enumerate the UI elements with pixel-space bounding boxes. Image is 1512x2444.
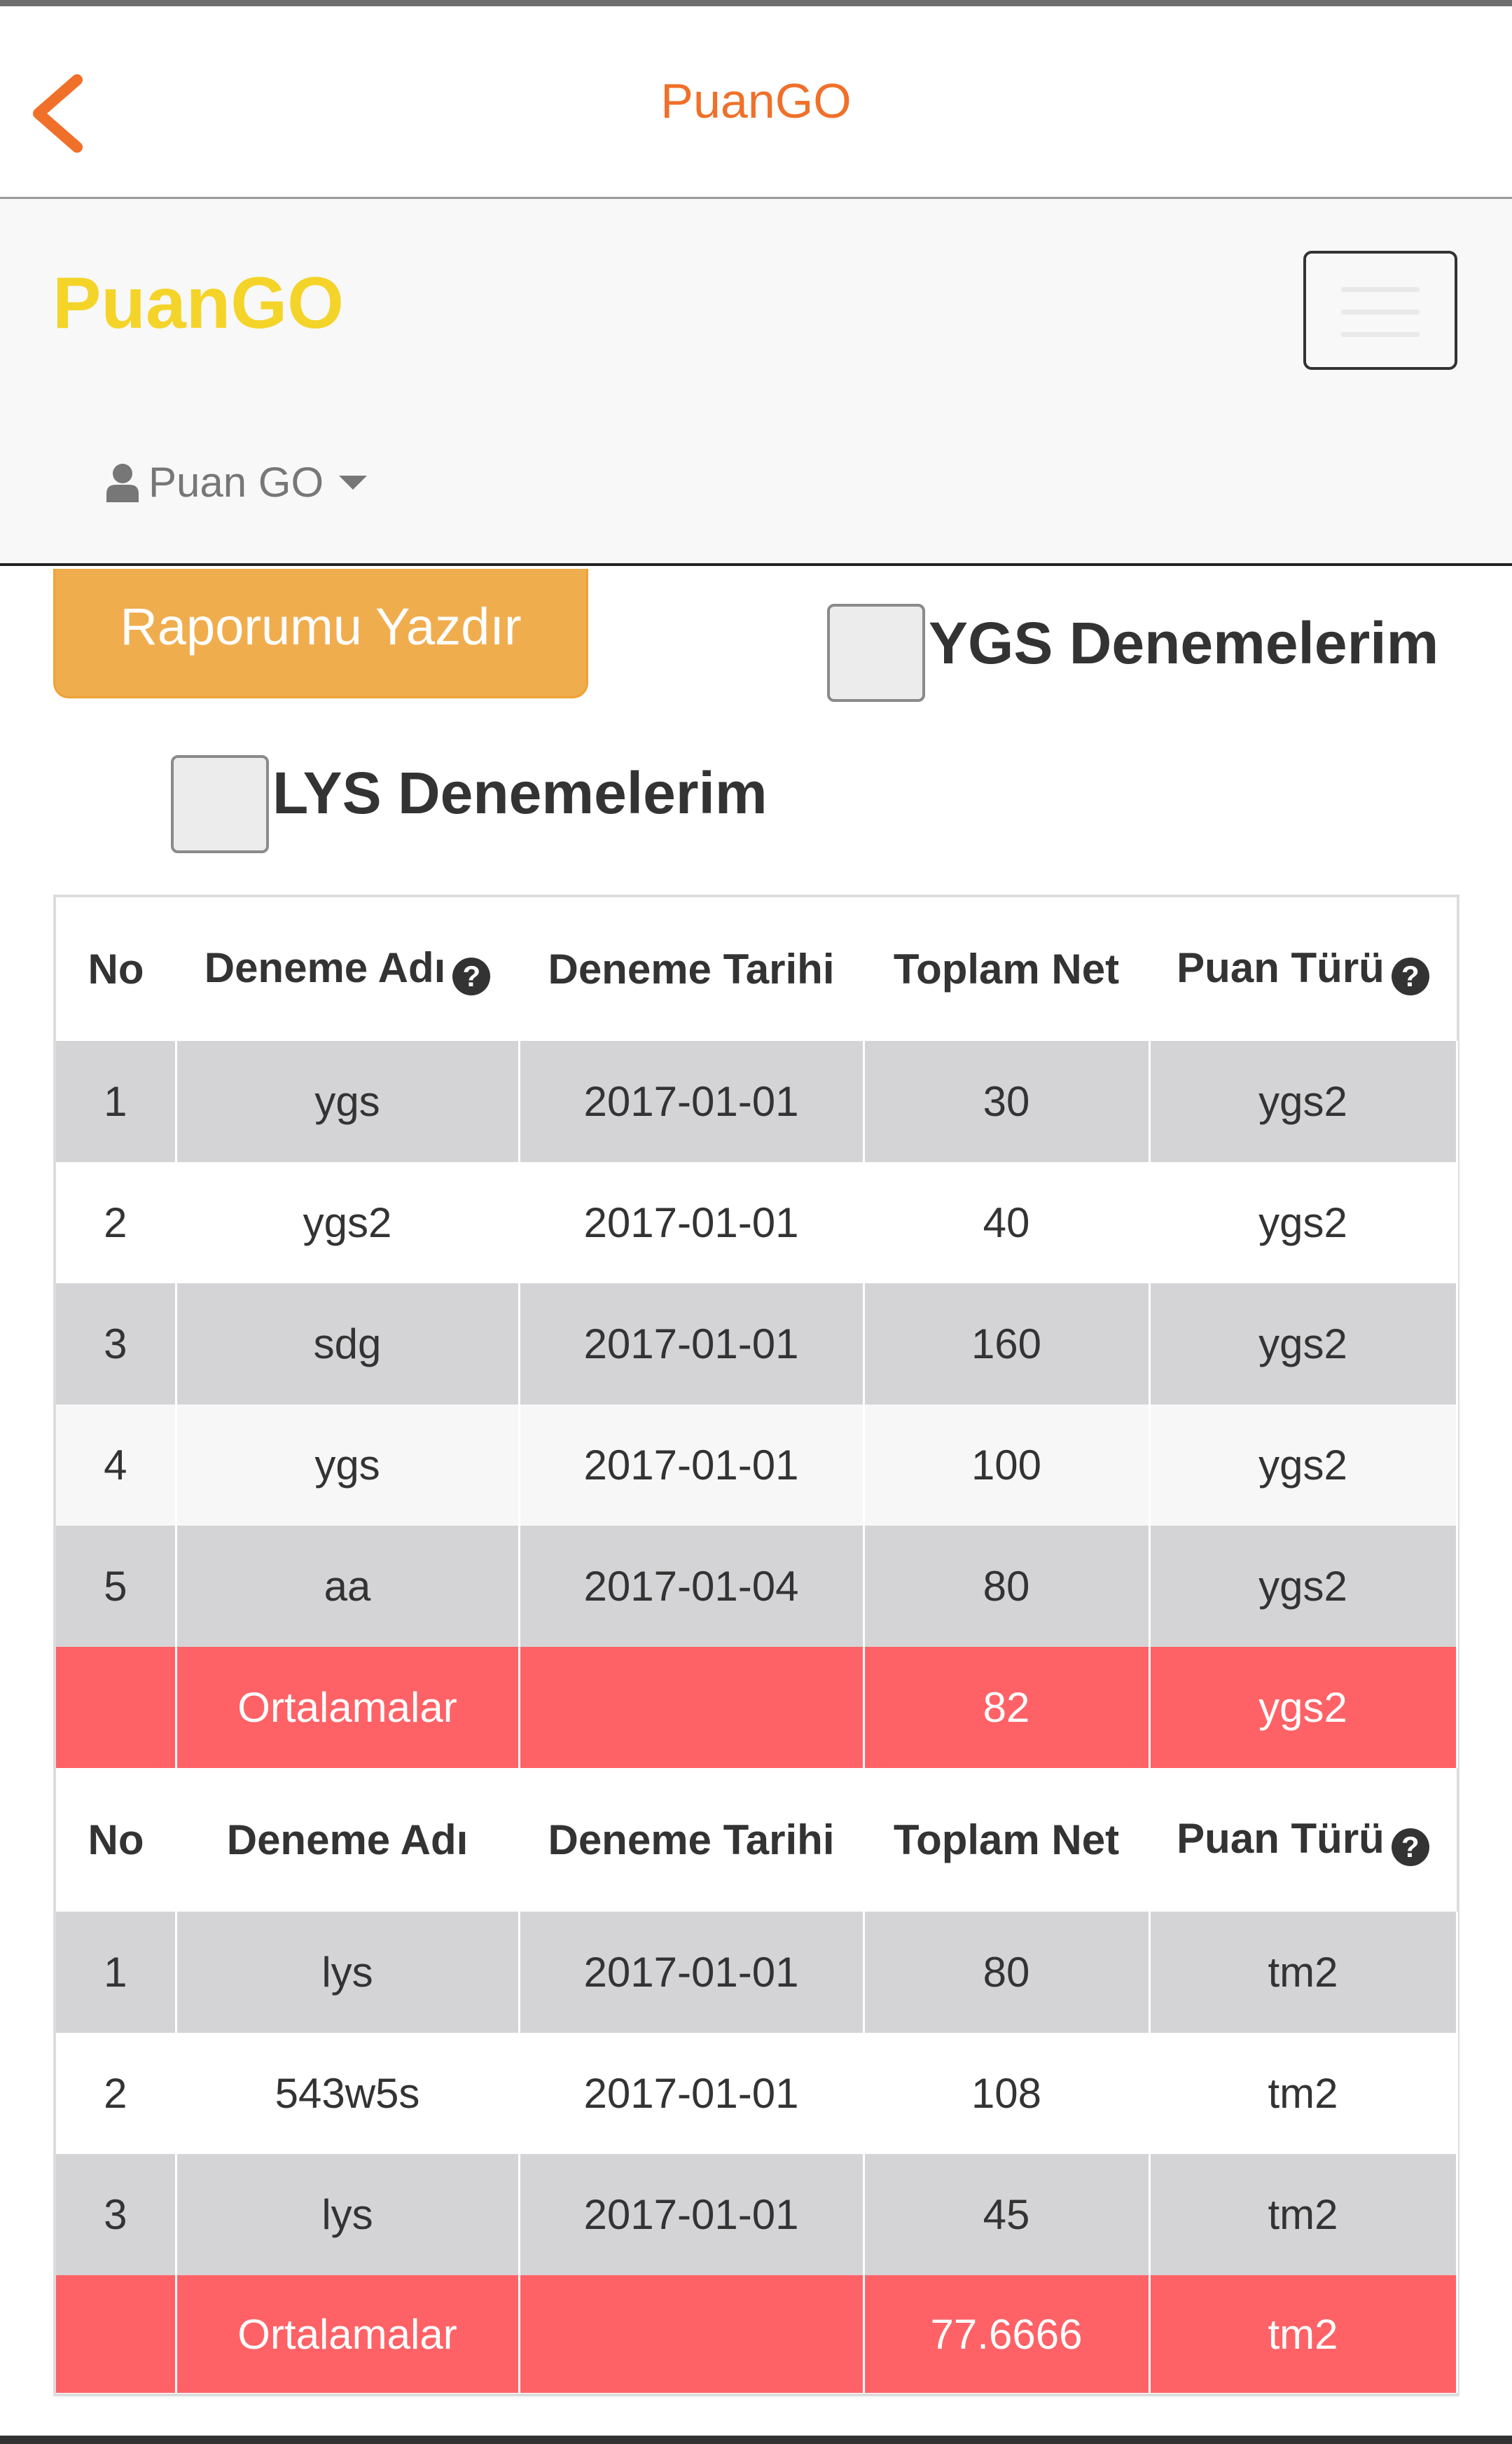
- cell-no: 2: [56, 1162, 176, 1283]
- cell-score-type: tm2: [1149, 2154, 1457, 2275]
- average-score-type: ygs2: [1149, 1647, 1457, 1768]
- column-header-exam-date: Deneme Tarihi: [519, 897, 863, 1041]
- question-circle-icon[interactable]: ?: [1392, 958, 1429, 995]
- question-circle-icon[interactable]: ?: [1392, 1828, 1429, 1866]
- average-row: [56, 1647, 1457, 1768]
- exam-results-table: [56, 897, 1458, 2393]
- table-row: [56, 1162, 1457, 1283]
- cell-exam-name: sdg: [176, 1283, 519, 1404]
- hamburger-menu-button[interactable]: [1303, 251, 1457, 370]
- ygs-header-row: [56, 897, 1457, 1041]
- cell-exam-name: 543w5s: [176, 2033, 519, 2154]
- cell-exam-date: 2017-01-01: [519, 1404, 863, 1526]
- average-label: Ortalamalar: [176, 2275, 519, 2393]
- user-icon: [105, 463, 140, 502]
- cell-exam-date: 2017-01-01: [519, 2154, 863, 2275]
- question-circle-icon[interactable]: ?: [452, 958, 490, 995]
- column-header-no: No: [56, 897, 176, 1041]
- average-net: 82: [863, 1647, 1149, 1768]
- table-row: [56, 2033, 1457, 2154]
- column-header-score-type: Puan Türü ?: [1149, 1768, 1457, 1912]
- cell-total-net: 80: [863, 1526, 1149, 1647]
- average-label: Ortalamalar: [176, 1647, 519, 1768]
- cell-no: 3: [56, 2154, 176, 2275]
- site-navbar: [0, 199, 1512, 566]
- table-row: [56, 2154, 1457, 2275]
- print-report-button[interactable]: Raporumu Yazdır: [53, 569, 588, 698]
- cell-score-type: ygs2: [1149, 1526, 1457, 1647]
- column-header-exam-name: Deneme Adı ?: [176, 897, 519, 1041]
- cell-no: 2: [56, 2033, 176, 2154]
- cell-exam-name: lys: [176, 1912, 519, 2033]
- navbar-brand[interactable]: PuanGO: [53, 263, 345, 344]
- ygs-checkbox-label: YGS Denemelerim: [929, 610, 1439, 676]
- caret-down-icon: [339, 476, 367, 490]
- cell-no: 1: [56, 1041, 176, 1162]
- column-header-exam-name: Deneme Adı: [176, 1768, 519, 1912]
- cell-total-net: 80: [863, 1912, 1149, 2033]
- cell-exam-name: aa: [176, 1526, 519, 1647]
- cell-total-net: 160: [863, 1283, 1149, 1404]
- cell-total-net: 30: [863, 1041, 1149, 1162]
- column-header-score-type: Puan Türü ?: [1149, 897, 1457, 1041]
- cell-exam-name: ygs: [176, 1041, 519, 1162]
- average-net: 77.6666: [863, 2275, 1149, 2393]
- hamburger-menu-icon: [1341, 287, 1420, 292]
- bottom-divider: [0, 2436, 1512, 2444]
- cell-score-type: ygs2: [1149, 1283, 1457, 1404]
- table-row: [56, 1283, 1457, 1404]
- table-row: [56, 1912, 1457, 2033]
- user-menu[interactable]: [105, 458, 367, 506]
- cell-exam-date: 2017-01-01: [519, 1912, 863, 2033]
- lys-checkbox[interactable]: [171, 755, 269, 853]
- cell-exam-name: ygs2: [176, 1162, 519, 1283]
- cell-exam-date: 2017-01-04: [519, 1526, 863, 1647]
- cell-total-net: 100: [863, 1404, 1149, 1526]
- cell-exam-name: lys: [176, 2154, 519, 2275]
- lys-header-row: [56, 1768, 1457, 1912]
- user-menu-label: Puan GO: [148, 459, 324, 506]
- app-title: PuanGO: [660, 74, 852, 128]
- column-header-exam-date: Deneme Tarihi: [519, 1768, 863, 1912]
- cell-total-net: 45: [863, 2154, 1149, 2275]
- cell-exam-date: 2017-01-01: [519, 1162, 863, 1283]
- column-header-total-net: Toplam Net: [863, 897, 1149, 1041]
- average-row: [56, 2275, 1457, 2393]
- average-score-type: tm2: [1149, 2275, 1457, 2393]
- cell-no: 5: [56, 1526, 176, 1647]
- status-divider: [0, 0, 1512, 6]
- cell-score-type: ygs2: [1149, 1162, 1457, 1283]
- table-row: [56, 1404, 1457, 1526]
- cell-score-type: ygs2: [1149, 1404, 1457, 1526]
- cell-score-type: tm2: [1149, 2033, 1457, 2154]
- column-header-no: No: [56, 1768, 176, 1912]
- ygs-checkbox[interactable]: [827, 604, 925, 702]
- cell-exam-date: 2017-01-01: [519, 1041, 863, 1162]
- cell-exam-date: 2017-01-01: [519, 1283, 863, 1404]
- cell-score-type: ygs2: [1149, 1041, 1457, 1162]
- cell-score-type: tm2: [1149, 1912, 1457, 2033]
- cell-no: 1: [56, 1912, 176, 2033]
- cell-exam-name: ygs: [176, 1404, 519, 1526]
- results-table: [53, 895, 1459, 2396]
- cell-no: 3: [56, 1283, 176, 1404]
- cell-no: 4: [56, 1404, 176, 1526]
- cell-exam-date: 2017-01-01: [519, 2033, 863, 2154]
- lys-checkbox-label: LYS Denemelerim: [272, 760, 768, 826]
- cell-total-net: 40: [863, 1162, 1149, 1283]
- table-row: [56, 1526, 1457, 1647]
- column-header-total-net: Toplam Net: [863, 1768, 1149, 1912]
- cell-total-net: 108: [863, 2033, 1149, 2154]
- app-bar: [0, 6, 1512, 199]
- table-row: [56, 1041, 1457, 1162]
